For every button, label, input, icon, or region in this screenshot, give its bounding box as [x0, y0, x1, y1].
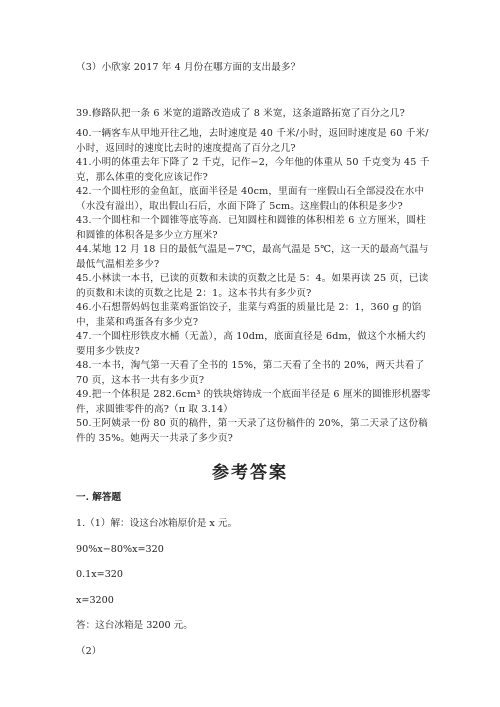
question-44: 44.某地 12 月 18 日的最低气温是−7℃，最高气温是 5℃，这一天的最高气温与最低气温相差多少?: [76, 244, 429, 270]
answer-line: （2）: [76, 645, 102, 657]
question-48: 48.一本书，淘气第一天看了全书的 15%，第二天看了全书的 20%，两天共看了 70 页，这本书一共有多少页?: [76, 360, 425, 386]
question-46: 46.小石想帮妈妈包韭菜鸡蛋馅饺子，韭菜与鸡蛋的质量比是 2：1，360 g 的馅中，韭菜和鸡蛋各有多少克?: [76, 302, 422, 328]
question-41: 41.小明的体重去年下降了 2 千克，记作−2，今年他的体重从 50 千克变为 45 千克，那么体重的变化应该记作?: [76, 157, 430, 183]
question-40: 40.一辆客车从甲地开往乙地，去时速度是 40 千米/小时，返回时速度是 60 千米/小时，返回时的速度比去时的速度提高了百分之几?: [76, 128, 429, 154]
answer-title: 参考答案: [212, 463, 288, 483]
answer-line: 1.（1）解：设这台冰箱原价是 x 元。: [76, 518, 238, 529]
answer-line: x=3200: [76, 594, 114, 606]
question-50: 50.王阿姨录一份 80 页的稿件，第一天录了这份稿件的 20%，第二天录了这份稿件的 35%。她两天一共录了多少页?: [76, 418, 428, 444]
question-39: 39.修路队把一条 6 米宽的道路改造成了 8 米宽，这条道路拓宽了百分之几?: [76, 108, 405, 119]
answer-line: 答：这台冰箱是 3200 元。: [76, 620, 193, 631]
question-47: 47.一个圆柱形铁皮水桶（无盖），高 10dm，底面直径是 6dm，做这个水桶大约要用多少铁皮?: [76, 331, 426, 357]
question-42: 42.一个圆柱形的金鱼缸，底面半径是 40cm，里面有一座假山石全部浸没在水中（水没有溢出），取出假山石后，水面下降了 5cm。这座假山的体积是多少?: [76, 186, 425, 212]
question-45: 45.小林读一本书，已读的页数和未读的页数之比是 5：4。如果再读 25 页，已读的页数和未读的页数之比是 2：1。这本书共有多少页?: [76, 273, 429, 299]
answer-line: 90%x−80%x=320: [76, 543, 164, 555]
answer-line: 0.1x=320: [76, 569, 124, 580]
question-3-subpart: （3）小欣家 2017 年 4 月份在哪方面的支出最多？: [76, 62, 301, 73]
question-49: 49.把一个体积是 282.6cm³ 的铁块熔铸成一个底面半径是 6 厘米的圆锥形机器零件，求圆锥零件的高?（π 取 3.14）: [76, 389, 431, 415]
question-43: 43.一个圆柱和一个圆锥等底等高．已知圆柱和圆锥的体积相差 6 立方厘米，圆柱和圆锥的体积各是多少立方厘米?: [76, 215, 426, 241]
section-title: 一. 解答题: [76, 492, 122, 503]
